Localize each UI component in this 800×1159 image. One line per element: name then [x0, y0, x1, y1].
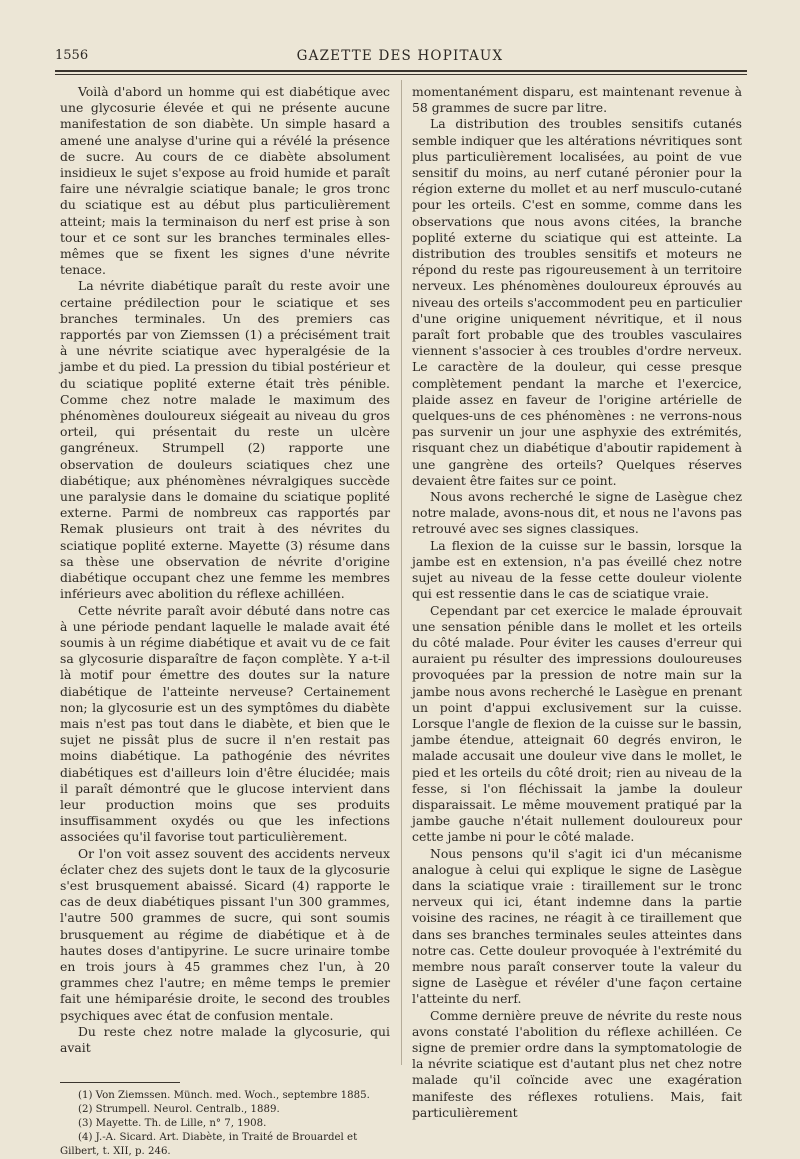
paragraph: La névrite diabétique paraît du reste avoir une certaine prédilection pour le sciatique et ses branches terminales. Un des premiers cas rapportés par von Ziemssen (1) a précisément trait à une névrite sciatique avec hyperalgésie de la jambe et du pied. La pression du tibial postérieur et du sciatique poplité externe était très pénible. Comme chez notre malade le maximum des phénomènes douloureux siégeait au niveau du gros orteil, qui présentait du reste un ulcère gangréneux. Strumpell (2) rapporte une observation de douleurs sciatiques chez une diabétique; aux phénomènes névralgiques succède une paralysie dans le domaine du sciatique poplité externe. Parmi de nombreux cas rapportés par Remak plusieurs ont trait à des névrites du sciatique poplité externe. Mayette (3) résume dans sa thèse une observation de névrite d'origine diabétique occupant chez une femme les membres inférieurs avec abolition du réflexe achilléen.	[60, 278, 390, 602]
footnote: (1) Von Ziemssen. Münch. med. Woch., septembre 1885.	[78, 1090, 370, 1102]
paragraph: Nous pensons qu'il s'agit ici d'un mécanisme analogue à celui qui explique le signe de Lasègue dans la sciatique vraie : tiraillement sur le tronc nerveux qui ici, étant indemne dans la partie voisine des racines, ne réagit à ce tiraillement que dans ses branches terminales seules atteintes dans notre cas. Cette douleur provoquée à l'extrémité du membre nous paraît conserver toute la valeur du signe de Lasègue et révéler d'une façon certaine l'atteinte du nerf.	[412, 845, 742, 1007]
paragraph: Voilà d'abord un homme qui est diabétique avec une glycosurie élevée et qui ne présente aucune manifestation de son diabète. Un simple hasard a amené une analyse d'urine qui a révélé la présence de sucre. Au cours de ce diabète absolument insidieux le sujet s'expose au froid humide et paraît faire une névralgie sciatique banale; le gros tronc du sciatique est au début plus particulièrement atteint; mais la terminaison du nerf est prise à son tour et ce sont sur les branches terminales elles-mêmes que se fixent les signes d'une névrite tenace.	[60, 84, 390, 278]
paragraph: Cependant par cet exercice le malade éprouvait une sensation pénible dans le mollet et les orteils du côté malade. Pour éviter les causes d'erreur qui auraient pu résulter des impressions douloureuses provoquées par la pression de notre main sur la jambe nous avons recherché le Lasègue en prenant un point d'appui exclusivement sur la cuisse. Lorsque l'angle de flexion de la cuisse sur le bassin, jambe étendue, atteignait 60 degrés environ, le malade accusait une douleur vive dans le mollet, le pied et les orteils du côté droit; rien au niveau de la fesse, si l'on fléchissait la jambe la douleur disparaissait. Le même mouvement pratiqué par la jambe gauche n'était nullement douloureux pour cette jambe ni pour le côté malade.	[412, 602, 742, 845]
left-column	[60, 84, 390, 1159]
footnote: (4) J.-A. Sicard. Art. Diabète, in Traité de Brouardel et Gilbert, t. XII, p. 246.	[60, 1132, 358, 1158]
paragraph: momentanément disparu, est maintenant revenue à 58 grammes de sucre par litre.	[412, 84, 742, 116]
column-divider	[401, 80, 402, 1065]
running-title: GAZETTE DES HOPITAUX	[296, 48, 504, 64]
paragraph: La flexion de la cuisse sur le bassin, lorsque la jambe est en extension, n'a pas éveillé chez notre sujet au niveau de la fesse cette douleur violente qui est ressentie dans le cas de sciatique vraie.	[412, 537, 742, 602]
paragraph: Nous avons recherché le signe de Lasègue chez notre malade, avons-nous dit, et nous ne l'avons pas retrouvé avec ses signes classiques.	[412, 489, 742, 537]
footnote: (3) Mayette. Th. de Lille, n° 7, 1908.	[78, 1118, 267, 1130]
footnote: (2) Strumpell. Neurol. Centralb., 1889.	[78, 1104, 280, 1116]
page-number: 1556	[55, 48, 89, 63]
header-rule-thick	[55, 70, 747, 72]
paragraph: La distribution des troubles sensitifs cutanés semble indiquer que les altérations névritiques sont plus particulièrement localisées, au point de vue sensitif du moins, au nerf cutané péronier pour la région externe du mollet et au nerf musculo-cutané pour les orteils. C'est en somme, comme dans les observations que nous avons citées, la branche poplité externe du sciatique qui est atteinte. La distribution des troubles sensitifs et moteurs ne répond du reste pas rigoureusement à un territoire nerveux. Les phénomènes douloureux éprouvés au niveau des orteils s'accommodent peu en particulier d'une origine uniquement névritique, et il nous paraît fort probable que des troubles vasculaires viennent s'associer à ces troubles d'ordre nerveux. Le caractère de la douleur, qui cesse presque complètement pendant la marche et l'exercice, plaide assez en faveur de l'origine artérielle de quelques-uns de ces phénomènes : ne verrons-nous pas survenir un jour une asphyxie des extrémités, risquant chez un diabétique d'aboutir rapidement à une gangrène des orteils? Quelques réserves devaient être faites sur ce point.	[412, 116, 742, 488]
paragraph: Cette névrite paraît avoir débuté dans notre cas à une période pendant laquelle le malade avait été soumis à un régime diabétique et avait vu de ce fait sa glycosurie disparaître de façon complète. Y a-t-il là motif pour émettre des doutes sur la nature diabétique de l'atteinte nerveuse? Certainement non; la glycosurie est un des symptômes du diabète mais n'est pas tout dans le diabète, et bien que le sujet ne pissât plus de sucre il n'en restait pas moins diabétique. La pathogénie des névrites diabétiques est d'ailleurs loin d'être élucidée; mais il paraît démontré que le glucose intervient dans leur production moins que ses produits insuffisamment oxydés ou que les infections associées qu'il favorise tout particulièrement.	[60, 602, 390, 845]
page-header	[55, 48, 745, 68]
paragraph: Du reste chez notre malade la glycosurie, qui avait	[60, 1023, 390, 1055]
paragraph: Or l'on voit assez souvent des accidents nerveux éclater chez des sujets dont le taux de la glycosurie s'est brusquement abaissé. Sicard (4) rapporte le cas de deux diabétiques pissant l'un 300 grammes, l'autre 500 grammes de sucre, qui sont soumis brusquement au régime de diabétique et à de hautes doses d'antipyrine. Le sucre urinaire tombe en trois jours à 45 grammes chez l'un, à 20 grammes chez l'autre; en même temps le premier fait une hémiparésie droite, le second des troubles psychiques avec état de confusion mentale.	[60, 845, 390, 1023]
footnote-rule	[60, 1082, 180, 1083]
header-rule-thin	[55, 74, 747, 75]
paragraph: Comme dernière preuve de névrite du reste nous avons constaté l'abolition du réflexe achilléen. Ce signe de premier ordre dans la symptomatologie de la névrite sciatique est d'autant plus net chez notre malade qu'il coïncide avec une exagération manifeste des réflexes rotuliens. Mais, fait particulièrement	[412, 1007, 742, 1120]
right-column	[412, 84, 742, 1121]
